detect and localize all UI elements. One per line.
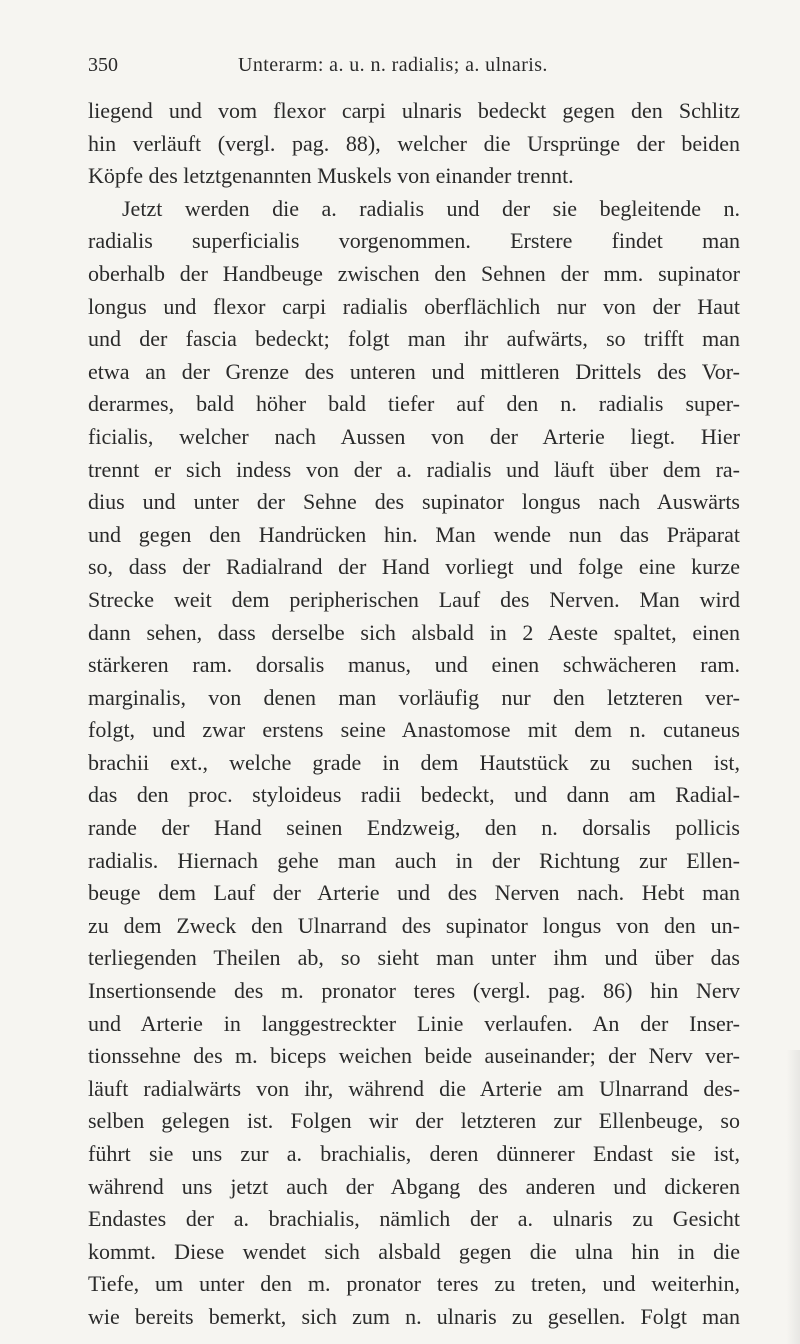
text-line: das den proc. styloideus radii bedeckt, und dann am Radial- — [88, 782, 740, 808]
text-line: läuft radialwärts von ihr, während die Arterie am Ulnarrand des- — [88, 1075, 740, 1101]
text-line: so, dass der Radialrand der Hand vorliegt und folge eine kurze — [88, 554, 740, 580]
text-line: dann sehen, dass derselbe sich alsbald in 2 Aeste spaltet, einen — [88, 619, 740, 645]
text-line: ficialis, welcher nach Aussen von der Arterie liegt. Hier — [88, 423, 740, 449]
page-number: 350 — [88, 54, 118, 76]
text-line: zu dem Zweck den Ulnarrand des supinator longus von den un- — [88, 912, 740, 938]
text-line: terliegenden Theilen ab, so sieht man unter ihm und über das — [88, 945, 740, 971]
text-line: derarmes, bald höher bald tiefer auf den n. radialis super- — [88, 391, 740, 417]
text-line: radialis. Hiernach gehe man auch in der Richtung zur Ellen- — [88, 847, 740, 873]
text-line: Endastes der a. brachialis, nämlich der a. ulnaris zu Gesicht — [88, 1206, 740, 1232]
running-head — [88, 50, 740, 80]
text-line: und Arterie in langgestreckter Linie verlaufen. An der Inser- — [88, 1010, 740, 1036]
text-line: folgt, und zwar erstens seine Anastomose mit dem n. cutaneus — [88, 717, 740, 743]
text-line: und gegen den Handrücken hin. Man wende nun das Präparat — [88, 521, 740, 547]
text-line: während uns jetzt auch der Abgang des anderen und dickeren — [88, 1173, 740, 1199]
text-line: oberhalb der Handbeuge zwischen den Sehnen der mm. supinator — [88, 260, 740, 286]
text-line: rande der Hand seinen Endzweig, den n. dorsalis pollicis — [88, 815, 740, 841]
text-line: radialis superficialis vorgenommen. Erstere findet man — [88, 228, 740, 254]
running-head-title: Unterarm: a. u. n. radialis; a. ulnaris. — [238, 54, 548, 76]
page-edge-shadow — [786, 1050, 800, 1344]
text-line: hin verläuft (vergl. pag. 88), welcher die Ursprünge der beiden — [88, 130, 740, 156]
text-line: marginalis, von denen man vorläufig nur den letzteren ver- — [88, 684, 740, 710]
text-line: liegend und vom flexor carpi ulnaris bedeckt gegen den Schlitz — [88, 98, 740, 123]
text-line: Köpfe des letztgenannten Muskels von einander trennt. — [88, 163, 574, 189]
text-line: stärkeren ram. dorsalis manus, und einen schwächeren ram. — [88, 652, 740, 678]
text-line: etwa an der Grenze des unteren und mittleren Drittels des Vor- — [88, 358, 740, 384]
text-line: brachii ext., welche grade in dem Hautstück zu suchen ist, — [88, 749, 740, 775]
body-text — [88, 95, 740, 1334]
text-line: dius und unter der Sehne des supinator longus nach Auswärts — [88, 489, 740, 515]
text-line: führt sie uns zur a. brachialis, deren dünnerer Endast sie ist, — [88, 1141, 740, 1166]
text-line: kommt. Diese wendet sich alsbald gegen die ulna hin in die — [88, 1238, 740, 1264]
text-line: longus und flexor carpi radialis oberflächlich nur von der Haut — [88, 293, 740, 319]
text-line: trennt er sich indess von der a. radialis und läuft über dem ra- — [88, 456, 740, 482]
text-line: Tiefe, um unter den m. pronator teres zu treten, und weiterhin, — [88, 1271, 740, 1297]
text-line: selben gelegen ist. Folgen wir der letzteren zur Ellenbeuge, so — [88, 1108, 740, 1134]
text-line: tionssehne des m. biceps weichen beide auseinander; der Nerv ver- — [88, 1043, 740, 1069]
text-line: beuge dem Lauf der Arterie und des Nerven nach. Hebt man — [88, 880, 740, 906]
text-line: Strecke weit dem peripherischen Lauf des Nerven. Man wird — [88, 586, 740, 612]
text-line: und der fascia bedeckt; folgt man ihr aufwärts, so trifft man — [88, 326, 740, 352]
text-line: wie bereits bemerkt, sich zum n. ulnaris zu gesellen. Folgt man — [88, 1303, 740, 1329]
text-line: Jetzt werden die a. radialis und der sie begleitende n. — [122, 195, 740, 221]
text-line: Insertionsende des m. pronator teres (vergl. pag. 86) hin Nerv — [88, 978, 740, 1004]
